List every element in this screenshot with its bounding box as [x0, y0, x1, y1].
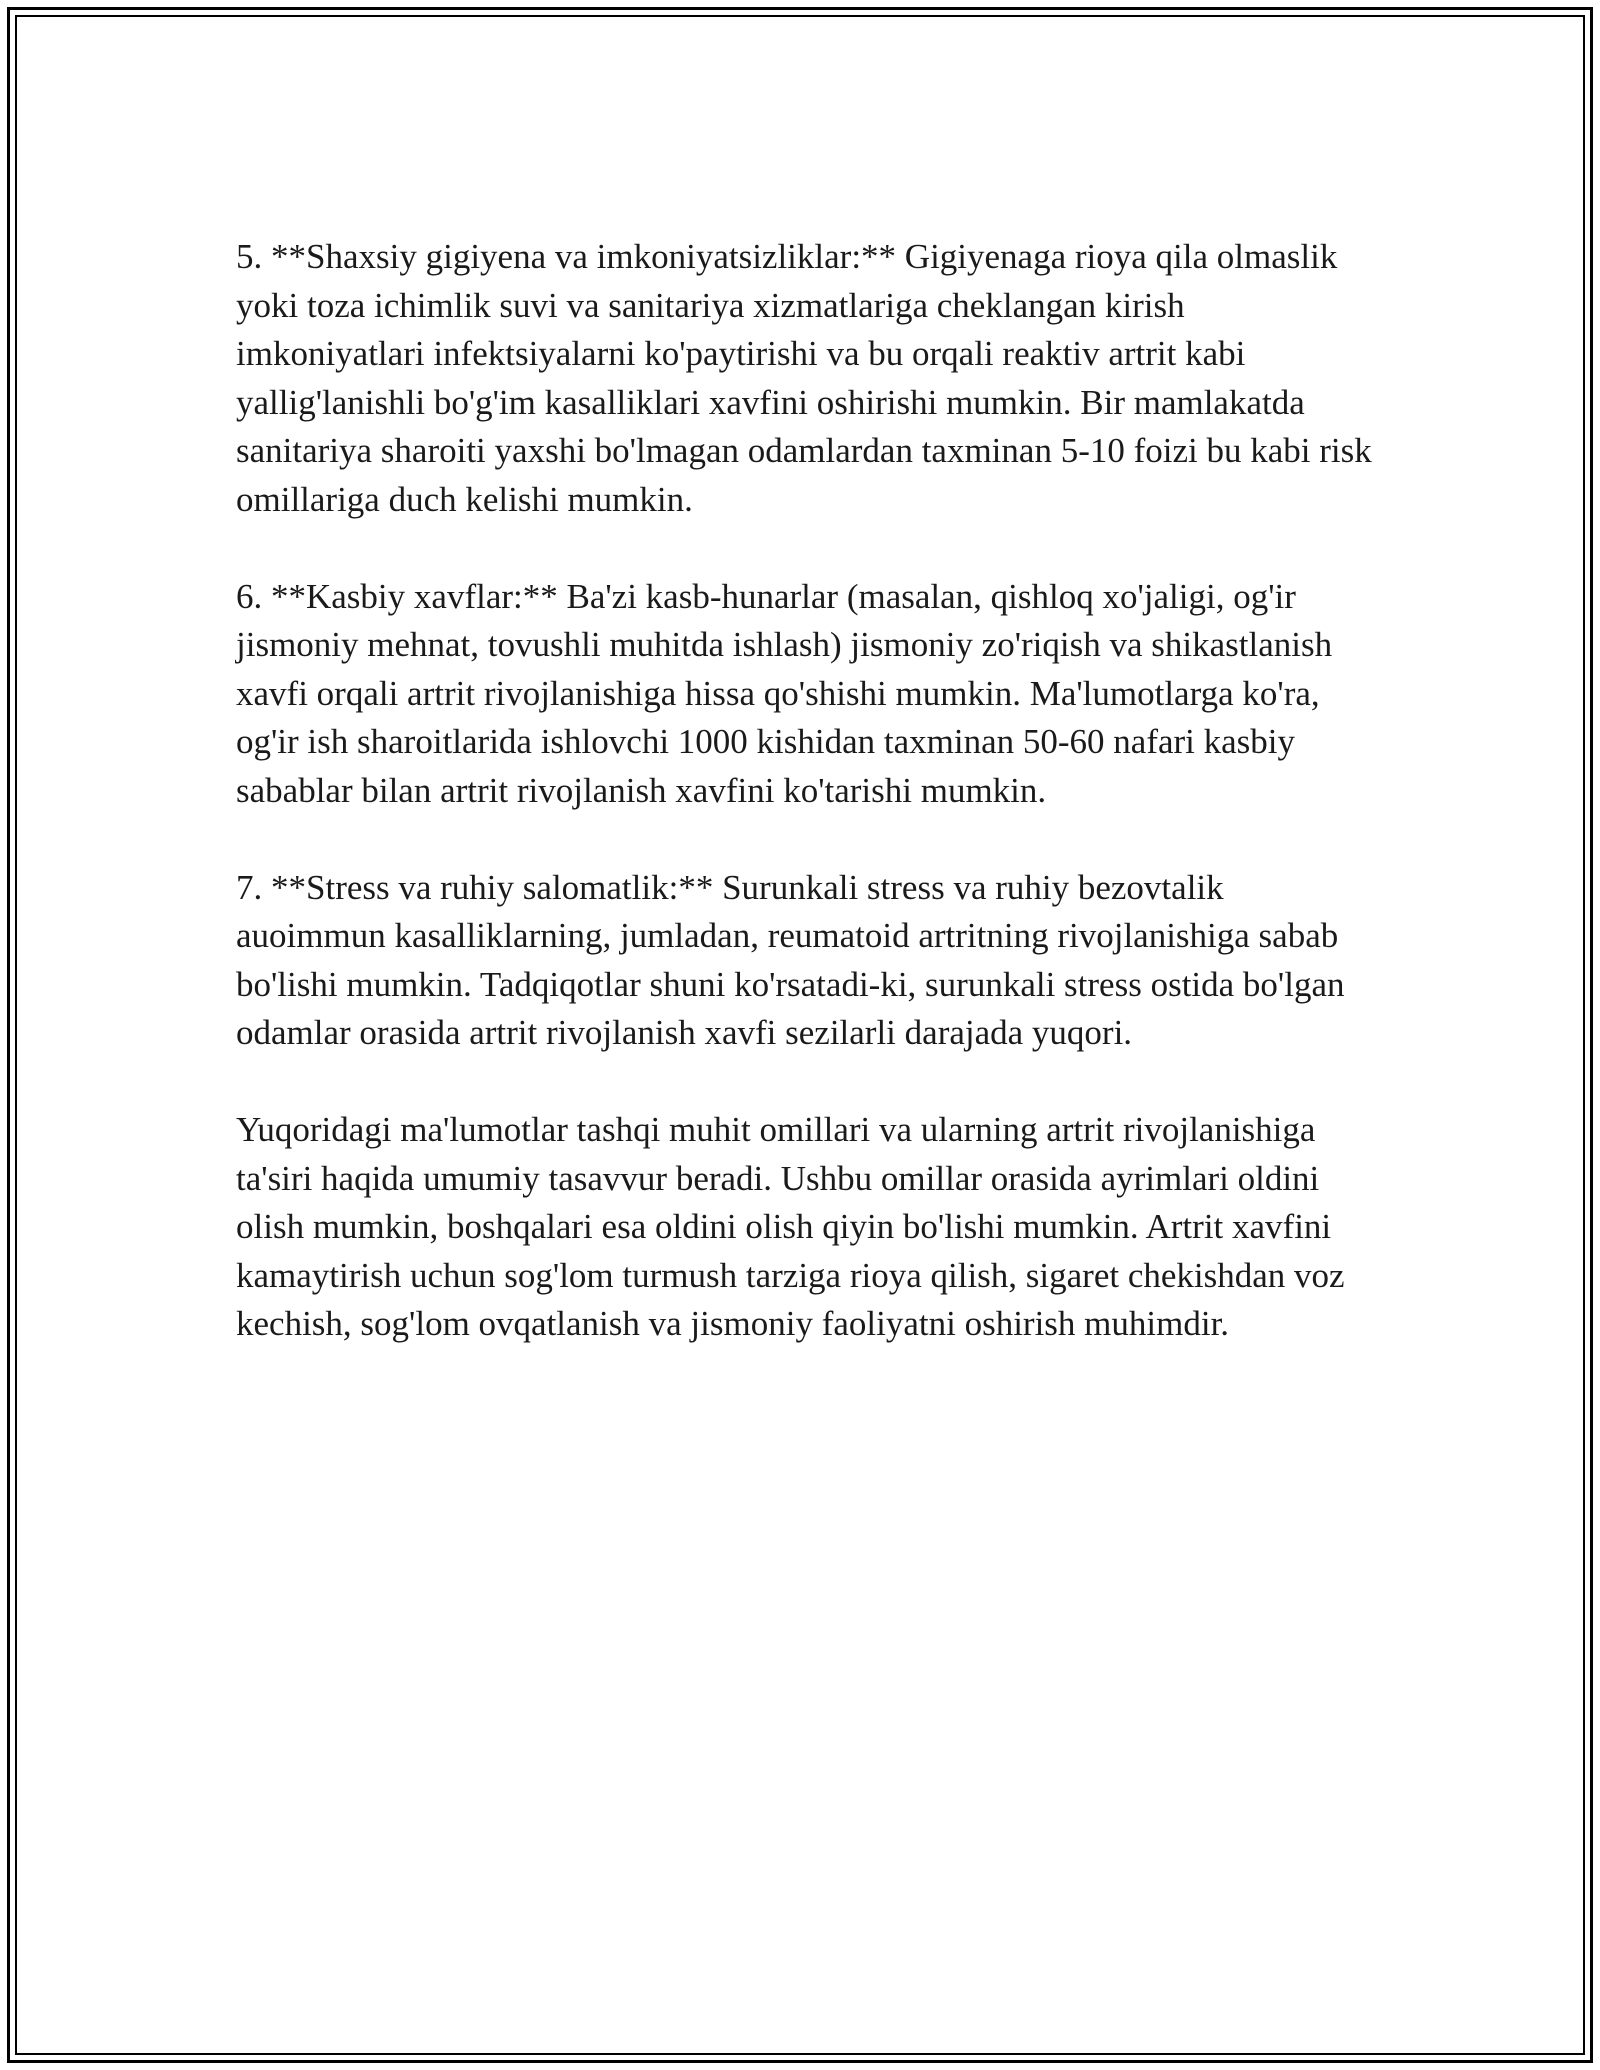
- paragraph-occupational-hazards: 6. **Kasbiy xavflar:** Ba'zi kasb-hunarlar (masalan, qishloq xo'jaligi, og'ir jismoniy mehnat, tovushli muhitda ishlash) jismoniy zo'riqish va shikastlanish xavfi orqali artrit rivojlanishiga hissa qo'shishi mumkin. Ma'lumotlarga ko'ra, og'ir ish sharoitlarida ishlovchi 1000 kishidan taxminan 50-60 nafari kasbiy sabablar bilan artrit rivojlanish xavfini ko'tarishi mumkin.: [236, 576, 1333, 810]
- paragraph-hygiene: 5. **Shaxsiy gigiyena va imkoniyatsizliklar:** Gigiyenaga rioya qila olmaslik yoki toza ichimlik suvi va sanitariya xizmatlariga cheklangan kirish imkoniyatlari infektsiyalarni ko'paytirishi va bu orqali reaktiv artrit kabi yallig'lanishli bo'g'im kasalliklari xavfini oshirishi mumkin. Bir mamlakatda sanitariya sharoiti yaxshi bo'lmagan odamlardan taxminan 5-10 foizi bu kabi risk omillariga duch kelishi mumkin.: [236, 237, 1372, 519]
- paragraph-stress-mental-health: 7. **Stress va ruhiy salomatlik:** Surunkali stress va ruhiy bezovtalik auoimmun kasalliklarning, jumladan, reumatoid artritning rivojlanishiga sabab bo'lishi mumkin. Tadqiqotlar shuni ko'rsatadi-ki, surunkali stress ostida bo'lgan odamlar orasida artrit rivojlanish xavfi sezilarli darajada yuqori.: [236, 867, 1345, 1052]
- document-body: [236, 233, 1376, 1397]
- paragraph-conclusion: Yuqoridagi ma'lumotlar tashqi muhit omillari va ularning artrit rivojlanishiga ta'siri haqida umumiy tasavvur beradi. Ushbu omillar orasida ayrimlari oldini olish mumkin, boshqalari esa oldini olish qiyin bo'lishi mumkin. Artrit xavfini kamaytirish uchun sog'lom turmush tarziga rioya qilish, sigaret chekishdan voz kechish, sog'lom ovqatlanish va jismoniy faoliyatni oshirish muhimdir.: [236, 1110, 1345, 1343]
